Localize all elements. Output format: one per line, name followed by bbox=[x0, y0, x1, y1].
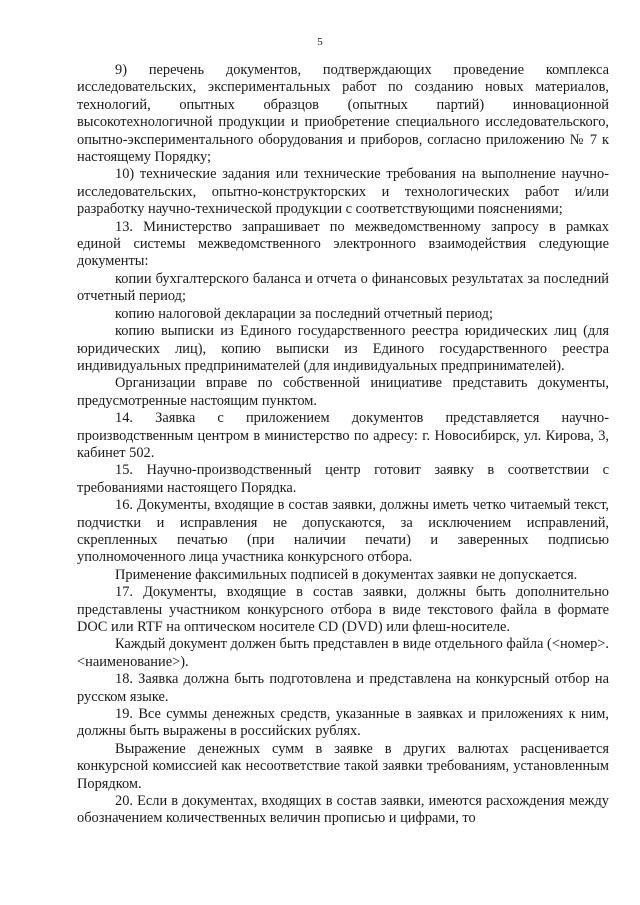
paragraph-section-15: 15. Научно-производственный центр готовит заявку в соответствии с требованиями настоящего Порядка. bbox=[77, 462, 609, 496]
paragraph-section-18: 18. Заявка должна быть подготовлена и представлена на конкурсный отбор на русском языке. bbox=[77, 671, 609, 705]
paragraph-registry-extract: копию выписки из Единого государственного реестра юридических лиц (для юридических лиц), копию выписки из Единого государственного реестра индивидуальных предпринимателей (для индивидуальных предпринимателей). bbox=[77, 323, 609, 374]
paragraph-other-currency: Выражение денежных сумм в заявке в других валютах расценивается конкурсной комиссией как несоответствие такой заявки требованиям, установленным Порядком. bbox=[77, 740, 609, 792]
paragraph-balance-copies: копии бухгалтерского баланса и отчета о финансовых результатах за последний отчетный период; bbox=[77, 270, 609, 305]
paragraph-own-initiative: Организации вправе по собственной инициативе представить документы, предусмотренные настоящим пунктом. bbox=[77, 375, 609, 409]
paragraph-section-13: 13. Министерство запрашивает по межведомственному запросу в рамках единой системы межведомственного электронного взаимодействия следующие документы: bbox=[77, 218, 609, 270]
paragraph-section-14: 14. Заявка с приложением документов представляется научно-производственным центром в министерство по адресу: г. Новосибирск, ул. Кирова, 3, кабинет 502. bbox=[77, 410, 609, 461]
paragraph-section-16: 16. Документы, входящие в состав заявки, должны иметь четко читаемый текст, подчистки и исправления не допускаются, за исключением исправлений, скрепленных печатью (при наличии печати) и заверенных подписью уполномоченного лица участника конкурсного отбора. bbox=[77, 497, 609, 566]
paragraph-section-20: 20. Если в документах, входящих в состав заявки, имеются расхождения между обозначением количественных величин прописью и цифрами, то bbox=[77, 793, 609, 827]
paragraph-item-9: 9) перечень документов, подтверждающих проведение комплекса исследовательских, экспериментальных работ по созданию новых материалов, технологий, опытных образцов (опытных партий) инновационной высокотехнологичной продукции и приобретение специального исследовательского, опытно-экспериментального оборудования и приборов, согласно приложению № 7 к настоящему Порядку; bbox=[77, 62, 609, 166]
paragraph-tax-declaration: копию налоговой декларации за последний отчетный период; bbox=[115, 305, 493, 322]
paragraph-separate-file: Каждый документ должен быть представлен в виде отдельного файла (<номер>.<наименование>). bbox=[77, 636, 609, 670]
paragraph-section-19: 19. Все суммы денежных средств, указанные в заявках и приложениях к ним, должны быть выражены в российских рублях. bbox=[77, 706, 609, 740]
page-number: 5 bbox=[317, 36, 323, 48]
paragraph-item-10: 10) технические задания или технические требования на выполнение научно-исследовательских, опытно-конструкторских и технологических работ и/или разработку научно-технической продукции с соответствующими пояснениями; bbox=[77, 166, 609, 218]
paragraph-facsimile: Применение факсимильных подписей в документах заявки не допускается. bbox=[115, 566, 578, 583]
document-body bbox=[77, 62, 609, 828]
paragraph-section-17: 17. Документы, входящие в состав заявки, должны быть дополнительно представлены участником конкурсного отбора в виде текстового файла в формате DOC или RTF на оптическом носителе CD (DVD) или флеш-носителе. bbox=[77, 584, 609, 635]
